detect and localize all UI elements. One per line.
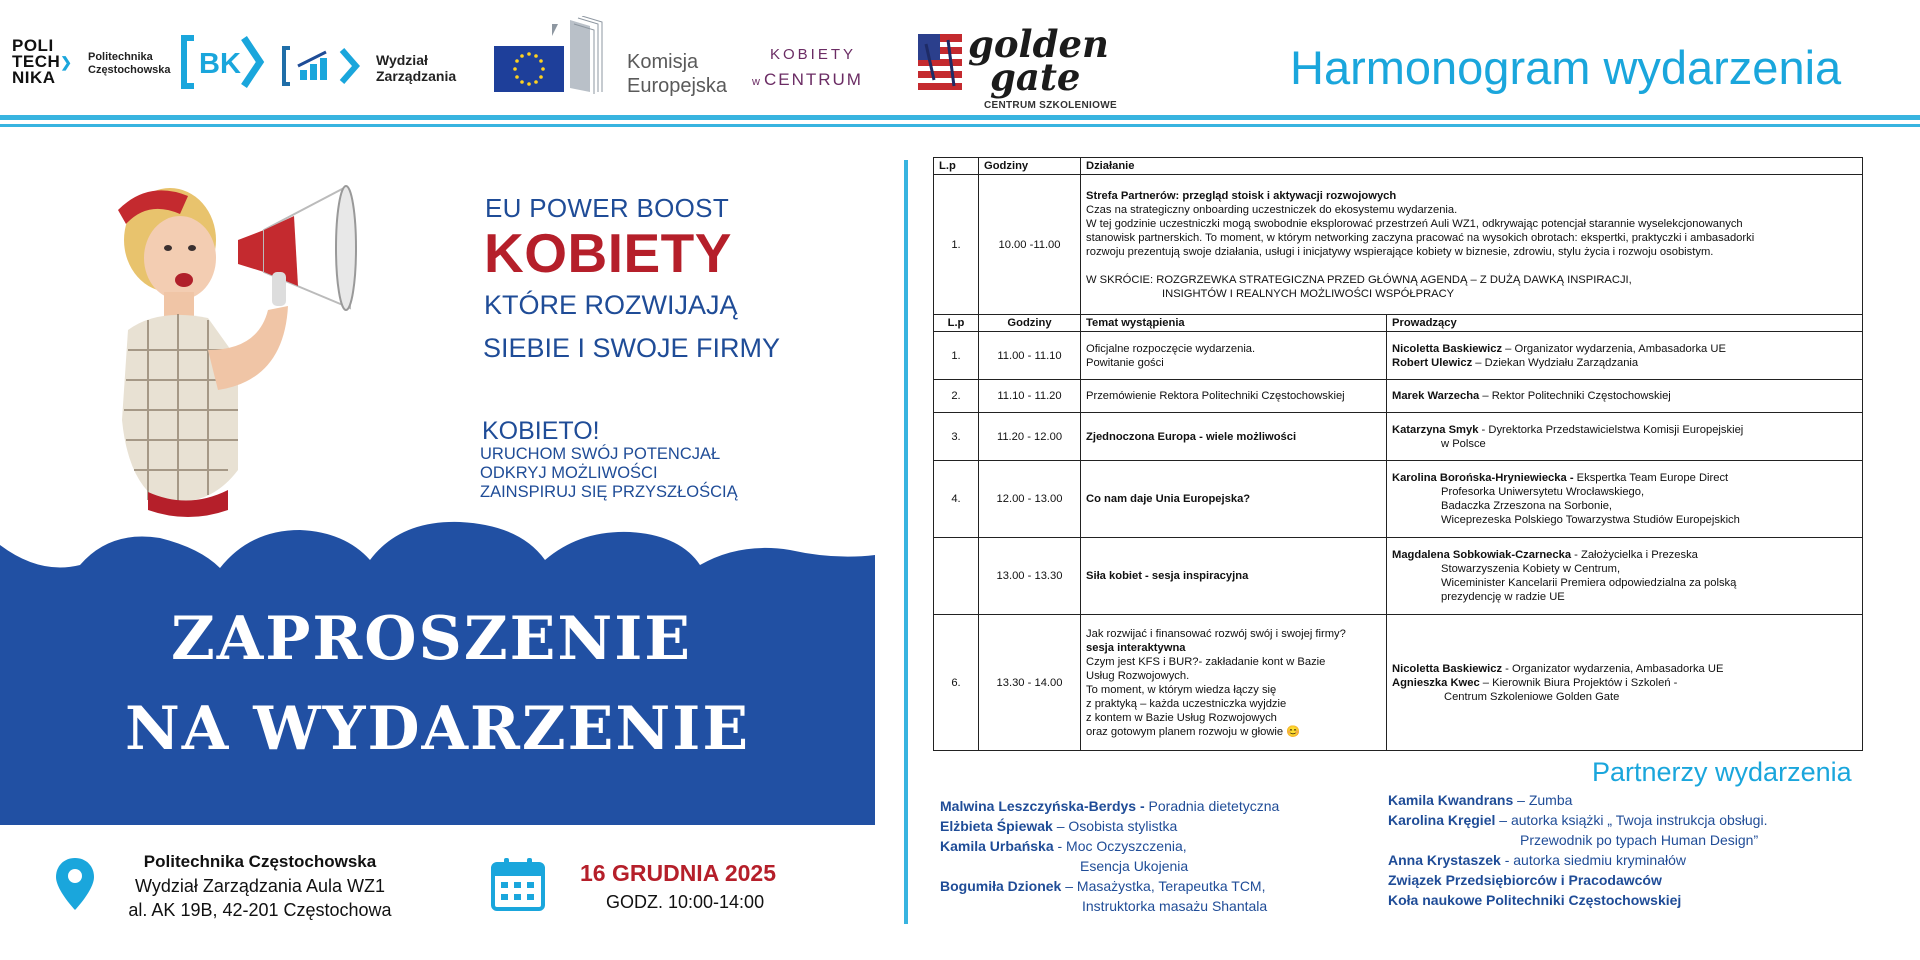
row-host: Karolina Borońska-Hryniewiecka - Ekspertka Team Europe Direct Profesorka Uniwersytetu Wrocławskiego, Badaczka Zrzeszona na Sorbonie, Wiceprezeska Polskiego Towarzystwa Studiów Europejskich <box>1387 461 1863 538</box>
partners-list-right <box>1388 790 1767 910</box>
list-item: Koła naukowe Politechniki Częstochowskiej <box>1388 892 1682 908</box>
row-topic: Siła kobiet - sesja inspiracyjna <box>1081 538 1387 615</box>
row-number: 4. <box>934 461 979 538</box>
venue-name: Politechnika Częstochowska <box>143 852 377 871</box>
table-row <box>934 461 1863 538</box>
table-header-row <box>934 158 1863 175</box>
row-topic: Przemówienie Rektora Politechniki Częstochowskiej <box>1081 380 1387 413</box>
row-number: 6. <box>934 615 979 751</box>
row-hours: 11.10 - 11.20 <box>979 380 1081 413</box>
header-divider-thin <box>0 124 1920 127</box>
header-divider <box>0 115 1920 120</box>
row-host: Nicoletta Baskiewicz - Organizator wydarzenia, Ambasadorka UE Agnieszka Kwec – Kierownik Biura Projektów i Szkoleń - Centrum Szkoleniowe Golden Gate <box>1387 615 1863 751</box>
politechnika-logo: POLI TECH❯ NIKA <box>12 36 73 87</box>
venue-address: al. AK 19B, 42-201 Częstochowa <box>128 900 392 920</box>
table-row <box>934 615 1863 751</box>
table-header-row <box>934 315 1863 332</box>
eu-commission-logo-icon <box>492 16 622 96</box>
table-row <box>934 175 1863 315</box>
row-number <box>934 538 979 615</box>
column-header: Godziny <box>979 158 1081 175</box>
row-topic: Oficjalne rozpoczęcie wydarzenia. Powitanie gości <box>1081 332 1387 380</box>
table-row <box>934 332 1863 380</box>
list-item: Związek Przedsiębiorców i Pracodawców <box>1388 872 1662 888</box>
column-header: L.p <box>934 315 979 332</box>
wz-name: Wydział Zarządzania <box>376 52 457 84</box>
row-topic: Jak rozwijać i finansować rozwój swój i swojej firmy? sesja interaktywna Czym jest KFS i BUR?- zakładanie kont w Bazie Usług Rozwojowych. To moment, w którym wiedza łączy się z praktyką – każda uczestniczka wyjdzie z kontem w Bazie Usług Rozwojowych oraz gotowym planem rozwoju w głowie 😊 <box>1081 615 1387 751</box>
list-item: Malwina Leszczyńska-Berdys - Poradnia dietetyczna <box>940 798 1280 814</box>
politechnika-name: Politechnika Częstochowska <box>88 51 171 76</box>
row-hours: 11.20 - 12.00 <box>979 413 1081 461</box>
golden-gate-sub: CENTRUM SZKOLENIOWE <box>984 100 1117 111</box>
venue-room: Wydział Zarządzania Aula WZ1 <box>135 876 385 896</box>
slogan-line: URUCHOM SWÓJ POTENCJAŁ <box>480 445 721 463</box>
row-topic: Co nam daje Unia Europejska? <box>1081 461 1387 538</box>
kobiety-w-centrum-sub: w CENTRUM <box>752 70 863 89</box>
list-item: Kamila Kwandrans – Zumba <box>1388 792 1573 808</box>
column-header: Godziny <box>979 315 1081 332</box>
event-date: 16 GRUDNIA 2025 <box>580 860 777 886</box>
row-host: Marek Warzecha – Rektor Politechniki Częstochowskiej <box>1387 380 1863 413</box>
row-host: Katarzyna Smyk - Dyrektorka Przedstawicielstwa Komisji Europejskiej w Polsce <box>1387 413 1863 461</box>
list-item: Bogumiła Dzionek – Masażystka, Terapeutka TCM, <box>940 878 1266 894</box>
row-number: 2. <box>934 380 979 413</box>
row-hours: 12.00 - 13.00 <box>979 461 1081 538</box>
row-number: 1. <box>934 332 979 380</box>
invitation-title-line-1: ZAPROSZENIE <box>170 604 693 674</box>
list-item: Elżbieta Śpiewak – Osobista stylistka <box>940 818 1178 834</box>
event-hours: GODZ. 10:00-14:00 <box>606 892 765 912</box>
boost-label: EU POWER BOOST <box>485 193 730 223</box>
header <box>0 0 1920 118</box>
row-topic: Zjednoczona Europa - wiele możliwości <box>1081 413 1387 461</box>
invitation-title-line-2: NA WYDARZENIE <box>124 694 751 764</box>
bk-logo-icon <box>180 34 266 90</box>
headline-kobiety: KOBIETY <box>484 222 732 284</box>
list-item: Anna Krystaszek - autorka siedmiu kryminałów <box>1388 852 1686 868</box>
row-hours: 11.00 - 11.10 <box>979 332 1081 380</box>
kobieto-heading: KOBIETO! <box>482 417 600 445</box>
wz-logo-icon <box>282 46 366 86</box>
row-number: 3. <box>934 413 979 461</box>
column-header: L.p <box>934 158 979 175</box>
partners-title: Partnerzy wydarzenia <box>1592 757 1852 787</box>
row-number: 1. <box>934 175 979 315</box>
table-row <box>934 413 1863 461</box>
schedule-table <box>933 157 1863 751</box>
vertical-divider <box>904 160 908 924</box>
list-item: Esencja Ukojenia <box>1080 858 1189 874</box>
row-host: Magdalena Sobkowiak-Czarnecka - Założycielka i Prezeska Stowarzyszenia Kobiety w Centrum, Wiceminister Kancelarii Premiera odpowiedzialna za polską prezydencję w radzie UE <box>1387 538 1863 615</box>
column-header: Działanie <box>1081 158 1863 175</box>
list-item: Instruktorka masażu Shantala <box>1082 898 1268 914</box>
partners-list-left <box>940 796 1279 916</box>
eu-commission-name: Komisja Europejska <box>627 51 728 97</box>
map-pin-icon <box>54 856 96 912</box>
slogan-line: ODKRYJ MOŻLIWOŚCI <box>480 464 658 482</box>
row-hours: 13.30 - 14.00 <box>979 615 1081 751</box>
headline-line-1: KTÓRE ROZWIJAJĄ <box>484 290 738 320</box>
woman-with-megaphone-illustration <box>88 180 448 550</box>
row-description: Strefa Partnerów: przegląd stoisk i aktywacji rozwojowych Czas na strategiczny onboarding uczestniczek do ekosystemu wydarzenia. W tej godzinie uczestniczki mogą swobodnie eksplorować przestrzeń Auli WZ1, odkrywając potencjał starannie wyselekcjonowanych stanowisk partnerskich. To moment, w którym networking zaczyna pracować na wysokich obrotach: ekspertki, praktyczki i ambasadorki rozwoju prezentują swoje działania, usługi i inicjatywy wspierające kobiety w biznesie, zdrowiu, stylu życia i rozwoju osobistym. W SKRÓCIE: ROZGRZEWKA STRATEGICZNA PRZED GŁÓWNĄ AGENDĄ – Z DUŻĄ DAWKĄ INSPIRACJI, INSIGHTÓW I REALNYCH MOŻLIWOŚCI WSPÓŁPRACY <box>1081 175 1863 315</box>
column-header: Temat wystąpienia <box>1081 315 1387 332</box>
headline-line-2: SIEBIE I SWOJE FIRMY <box>483 333 781 363</box>
table-row <box>934 538 1863 615</box>
list-item: Przewodnik po typach Human Design” <box>1520 832 1759 848</box>
kobiety-w-centrum-logo: KOBIETY <box>770 46 857 63</box>
svg-text:BK: BK <box>199 48 241 80</box>
list-item: Karolina Kręgiel – autorka książki „ Twoja instrukcja obsługi. <box>1388 812 1768 828</box>
row-host: Nicoletta Baskiewicz – Organizator wydarzenia, Ambasadorka UE Robert Ulewicz – Dziekan Wydziału Zarządzania <box>1387 332 1863 380</box>
table-row <box>934 380 1863 413</box>
row-hours: 10.00 -11.00 <box>979 175 1081 315</box>
list-item: Kamila Urbańska - Moc Oczyszczenia, <box>940 838 1187 854</box>
slogan-line: ZAINSPIRUJ SIĘ PRZYSZŁOŚCIĄ <box>480 483 738 501</box>
calendar-icon <box>490 856 546 912</box>
page-title: Harmonogram wydarzenia <box>1290 41 1842 94</box>
row-hours: 13.00 - 13.30 <box>979 538 1081 615</box>
golden-gate-flag-icon <box>918 34 966 96</box>
golden-gate-logo: golden gate <box>968 22 1109 99</box>
column-header: Prowadzący <box>1387 315 1863 332</box>
